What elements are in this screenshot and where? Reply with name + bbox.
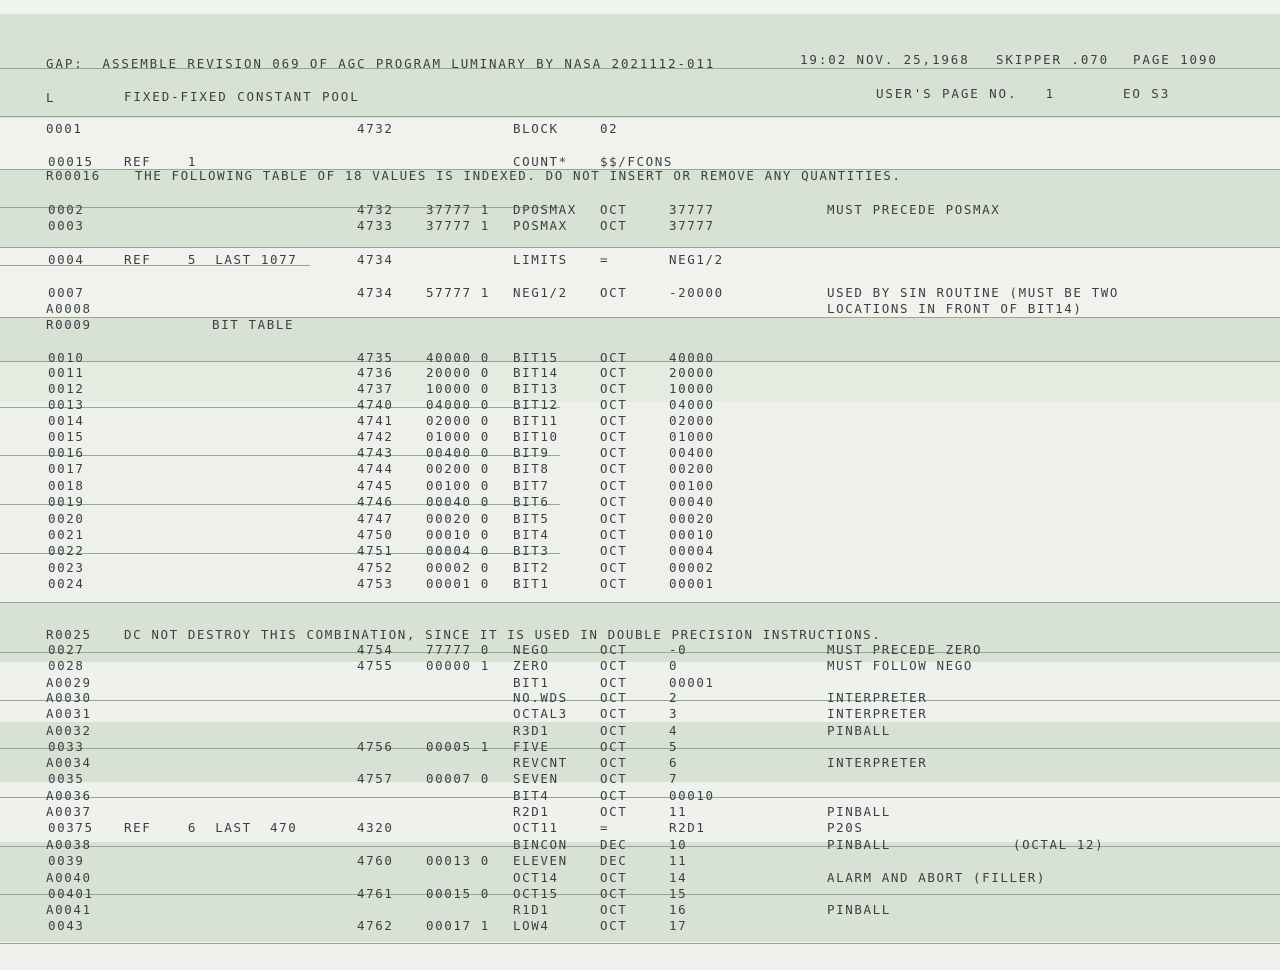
line-operand: 20000: [669, 365, 715, 380]
line-op: OCT: [600, 365, 628, 380]
line-comment: P20S: [827, 820, 864, 835]
line-label: BINCON: [513, 837, 568, 852]
line-seq: 0028: [48, 658, 85, 673]
line-seq: 0004: [48, 252, 85, 267]
line-operand: 11: [669, 804, 688, 819]
line-word: 00002 0: [426, 560, 490, 575]
line-operand: 04000: [669, 397, 715, 412]
line-addr: 4746: [357, 494, 394, 509]
line-addr: 4732: [357, 202, 394, 217]
line-comment: INTERPRETER: [827, 706, 928, 721]
line-operand: 16: [669, 902, 688, 917]
line-addr: 4737: [357, 381, 394, 396]
line-seq: A0008: [46, 301, 92, 316]
line-operand: 3: [669, 706, 679, 721]
line-word: 02000 0: [426, 413, 490, 428]
line-addr: 4741: [357, 413, 394, 428]
line-comment: MUST FOLLOW NEGO: [827, 658, 974, 673]
line-op: OCT: [600, 918, 628, 933]
line-comment: INTERPRETER: [827, 690, 928, 705]
line-seq: 0020: [48, 511, 85, 526]
line-op: OCT: [600, 902, 628, 917]
line-addr: 4750: [357, 527, 394, 542]
line-operand: 10: [669, 837, 688, 852]
line-label: BLOCK: [513, 121, 559, 136]
line-addr: 4733: [357, 218, 394, 233]
line-addr: 4752: [357, 560, 394, 575]
line-addr: 4735: [357, 350, 394, 365]
line-seq: 0039: [48, 853, 85, 868]
line-op: OCT: [600, 429, 628, 444]
line-op: OCT: [600, 381, 628, 396]
line-word: 00400 0: [426, 445, 490, 460]
line-seq: 0035: [48, 771, 85, 786]
line-operand: 11: [669, 853, 688, 868]
line-word: 00005 1: [426, 739, 490, 754]
line-seq: 0021: [48, 527, 85, 542]
line-comment: PINBALL: [827, 723, 891, 738]
line-op: OCT: [600, 870, 628, 885]
line-op: OCT: [600, 461, 628, 476]
line-operand: 00004: [669, 543, 715, 558]
line-word: 00007 0: [426, 771, 490, 786]
line-label: OCTAL3: [513, 706, 568, 721]
line-operand: NEG1/2: [669, 252, 724, 267]
line-addr: 4744: [357, 461, 394, 476]
line-op: OCT: [600, 755, 628, 770]
line-op: OCT: [600, 658, 628, 673]
line-addr: 4734: [357, 252, 394, 267]
line-operand: 6: [669, 755, 679, 770]
line-word: 57777 1: [426, 285, 490, 300]
line-operand: -0: [669, 642, 688, 657]
line-comment-full: THE FOLLOWING TABLE OF 18 VALUES IS INDEXED. DO NOT INSERT OR REMOVE ANY QUANTITIES.: [135, 168, 902, 183]
line-seq: 0043: [48, 918, 85, 933]
line-op: OCT: [600, 690, 628, 705]
line-seq: 0014: [48, 413, 85, 428]
line-word: 01000 0: [426, 429, 490, 444]
line-seq: 0024: [48, 576, 85, 591]
line-operand: R2D1: [669, 820, 706, 835]
line-seq: 0018: [48, 478, 85, 493]
header-page-number: PAGE 1090: [1133, 52, 1218, 67]
header-skipper: SKIPPER .070: [996, 52, 1110, 67]
line-op: OCT: [600, 218, 628, 233]
line-addr: 4757: [357, 771, 394, 786]
line-label: COUNT*: [513, 154, 568, 169]
line-addr: 4743: [357, 445, 394, 460]
line-seq: A0031: [46, 706, 92, 721]
line-label: NEGO: [513, 642, 550, 657]
line-op: OCT: [600, 445, 628, 460]
line-operand: 00001: [669, 576, 715, 591]
line-op: DEC: [600, 837, 628, 852]
line-addr: 4736: [357, 365, 394, 380]
line-seq: 00401: [48, 886, 94, 901]
line-label: BIT7: [513, 478, 550, 493]
line-label: BIT8: [513, 461, 550, 476]
line-seq: A0040: [46, 870, 92, 885]
line-label: REVCNT: [513, 755, 568, 770]
line-word: 04000 0: [426, 397, 490, 412]
line-label: BIT1: [513, 675, 550, 690]
line-label: BIT2: [513, 560, 550, 575]
line-ref: REF 1: [124, 154, 198, 169]
line-label: BIT14: [513, 365, 559, 380]
line-op: OCT: [600, 543, 628, 558]
line-seq: 0013: [48, 397, 85, 412]
line-seq: 0001: [46, 121, 83, 136]
line-ref: REF 5 LAST 1077: [124, 252, 298, 267]
line-label: NO.WDS: [513, 690, 568, 705]
line-label: NEG1/2: [513, 285, 568, 300]
line-operand: 00040: [669, 494, 715, 509]
line-label: BIT6: [513, 494, 550, 509]
line-seq: 0003: [48, 218, 85, 233]
line-seq: 00015: [48, 154, 94, 169]
line-seq: A0041: [46, 902, 92, 917]
line-op: OCT: [600, 397, 628, 412]
line-seq: 0019: [48, 494, 85, 509]
line-addr: 4760: [357, 853, 394, 868]
line-op: =: [600, 252, 610, 267]
line-seq: 0022: [48, 543, 85, 558]
line-operand: 00010: [669, 527, 715, 542]
line-operand: 00002: [669, 560, 715, 575]
line-label: SEVEN: [513, 771, 559, 786]
line-label: BIT5: [513, 511, 550, 526]
line-op: OCT: [600, 350, 628, 365]
line-remark: BIT TABLE: [212, 317, 295, 332]
line-label: OCT15: [513, 886, 559, 901]
line-addr: 4740: [357, 397, 394, 412]
line-addr: 4762: [357, 918, 394, 933]
line-operand: 2: [669, 690, 679, 705]
line-word: 77777 0: [426, 642, 490, 657]
line-comment: USED BY SIN ROUTINE (MUST BE TWO: [827, 285, 1120, 300]
line-label: ZERO: [513, 658, 550, 673]
line-addr: 4754: [357, 642, 394, 657]
header-timestamp: 19:02 NOV. 25,1968: [800, 52, 970, 67]
line-label: R1D1: [513, 902, 550, 917]
line-label: FIVE: [513, 739, 550, 754]
line-ref: REF 6 LAST 470: [124, 820, 298, 835]
line-label: OCT14: [513, 870, 559, 885]
line-seq: A0036: [46, 788, 92, 803]
line-label: OCT11: [513, 820, 559, 835]
line-op: OCT: [600, 527, 628, 542]
line-operand: 4: [669, 723, 679, 738]
line-comment: MUST PRECEDE ZERO: [827, 642, 983, 657]
line-operand: 5: [669, 739, 679, 754]
line-label: BIT13: [513, 381, 559, 396]
line-label: BIT15: [513, 350, 559, 365]
line-op: $$/FCONS: [600, 154, 674, 169]
line-operand: -20000: [669, 285, 724, 300]
line-addr: 4756: [357, 739, 394, 754]
line-seq: 0002: [48, 202, 85, 217]
line-operand: 37777: [669, 218, 715, 233]
line-seq: A0034: [46, 755, 92, 770]
line-label: BIT10: [513, 429, 559, 444]
line-seq: R00016: [46, 168, 101, 183]
line-operand: 17: [669, 918, 688, 933]
line-word: 00004 0: [426, 543, 490, 558]
line-seq: 0027: [48, 642, 85, 657]
line-seq: 0033: [48, 739, 85, 754]
line-seq: 0016: [48, 445, 85, 460]
line-op: 02: [600, 121, 619, 136]
line-word: 00010 0: [426, 527, 490, 542]
line-operand: 0: [669, 658, 679, 673]
line-word: 37777 1: [426, 202, 490, 217]
line-addr: 4745: [357, 478, 394, 493]
line-comment-full: DC NOT DESTROY THIS COMBINATION, SINCE IT IS USED IN DOUBLE PRECISION INSTRUCTIONS.: [124, 627, 882, 642]
line-label: BIT3: [513, 543, 550, 558]
line-label: R3D1: [513, 723, 550, 738]
line-word: 00001 0: [426, 576, 490, 591]
line-label: BIT1: [513, 576, 550, 591]
line-op: OCT: [600, 804, 628, 819]
eo-code: EO S3: [1123, 86, 1171, 101]
line-seq: 0010: [48, 350, 85, 365]
line-op: OCT: [600, 771, 628, 786]
line-label: POSMAX: [513, 218, 568, 233]
line-addr: 4761: [357, 886, 394, 901]
line-op: OCT: [600, 560, 628, 575]
line-seq: 0023: [48, 560, 85, 575]
line-operand: 00200: [669, 461, 715, 476]
line-op: OCT: [600, 739, 628, 754]
line-op: OCT: [600, 202, 628, 217]
line-op: OCT: [600, 285, 628, 300]
line-word: 00100 0: [426, 478, 490, 493]
line-seq: 0017: [48, 461, 85, 476]
line-seq: 0007: [48, 285, 85, 300]
line-operand: 01000: [669, 429, 715, 444]
line-word: 00015 0: [426, 886, 490, 901]
line-addr: 4755: [357, 658, 394, 673]
section-title: FIXED-FIXED CONSTANT POOL: [124, 89, 360, 104]
line-word: 10000 0: [426, 381, 490, 396]
line-seq: 0012: [48, 381, 85, 396]
line-word: 00040 0: [426, 494, 490, 509]
line-word: 00017 1: [426, 918, 490, 933]
line-addr: 4320: [357, 820, 394, 835]
line-operand: 00400: [669, 445, 715, 460]
line-seq: 0011: [48, 365, 85, 380]
line-seq: A0037: [46, 804, 92, 819]
line-addr: 4734: [357, 285, 394, 300]
line-operand: 02000: [669, 413, 715, 428]
line-word: 00013 0: [426, 853, 490, 868]
line-op: DEC: [600, 853, 628, 868]
line-seq: A0038: [46, 837, 92, 852]
line-op: OCT: [600, 576, 628, 591]
line-seq: 0015: [48, 429, 85, 444]
line-label: LIMITS: [513, 252, 568, 267]
section-code: L: [46, 90, 56, 105]
line-label: ELEVEN: [513, 853, 568, 868]
line-operand: 14: [669, 870, 688, 885]
line-operand: 15: [669, 886, 688, 901]
line-word: 20000 0: [426, 365, 490, 380]
line-op: OCT: [600, 494, 628, 509]
users-page: USER'S PAGE NO. 1: [876, 86, 1056, 101]
line-label: BIT4: [513, 788, 550, 803]
line-word: 00000 1: [426, 658, 490, 673]
line-seq: R0025: [46, 627, 92, 642]
line-addr: 4732: [357, 121, 394, 136]
line-comment: MUST PRECEDE POSMAX: [827, 202, 1001, 217]
line-comment: PINBALL: [827, 837, 891, 852]
line-op: =: [600, 820, 610, 835]
line-seq: A0030: [46, 690, 92, 705]
line-label: BIT9: [513, 445, 550, 460]
line-operand: 7: [669, 771, 679, 786]
line-comment: PINBALL: [827, 804, 891, 819]
line-operand: 00100: [669, 478, 715, 493]
line-seq: A0029: [46, 675, 92, 690]
line-addr: 4751: [357, 543, 394, 558]
line-op: OCT: [600, 723, 628, 738]
line-op: OCT: [600, 788, 628, 803]
line-operand: 37777: [669, 202, 715, 217]
line-label: R2D1: [513, 804, 550, 819]
line-addr: 4753: [357, 576, 394, 591]
line-comment: INTERPRETER: [827, 755, 928, 770]
line-word: 00200 0: [426, 461, 490, 476]
line-operand: 00010: [669, 788, 715, 803]
line-comment: ALARM AND ABORT (FILLER): [827, 870, 1047, 885]
line-seq: 00375: [48, 820, 94, 835]
line-operand: 10000: [669, 381, 715, 396]
line-op: OCT: [600, 511, 628, 526]
header-title: GAP: ASSEMBLE REVISION 069 OF AGC PROGRAM LUMINARY BY NASA 2021112-011: [46, 56, 716, 71]
line-label: BIT12: [513, 397, 559, 412]
line-addr: 4742: [357, 429, 394, 444]
line-label: BIT11: [513, 413, 559, 428]
line-op: OCT: [600, 478, 628, 493]
line-label: BIT4: [513, 527, 550, 542]
line-seq: A0032: [46, 723, 92, 738]
line-addr: 4747: [357, 511, 394, 526]
line-operand: 00020: [669, 511, 715, 526]
line-operand: 40000: [669, 350, 715, 365]
line-op: OCT: [600, 413, 628, 428]
line-word: 00020 0: [426, 511, 490, 526]
line-label: DPOSMAX: [513, 202, 577, 217]
line-op: OCT: [600, 642, 628, 657]
line-operand: 00001: [669, 675, 715, 690]
line-op: OCT: [600, 706, 628, 721]
line-op: OCT: [600, 675, 628, 690]
line-comment: LOCATIONS IN FRONT OF BIT14): [827, 301, 1083, 316]
line-label: LOW4: [513, 918, 550, 933]
line-comment2: (OCTAL 12): [1013, 837, 1105, 852]
line-word: 40000 0: [426, 350, 490, 365]
line-word: 37777 1: [426, 218, 490, 233]
line-seq: R0009: [46, 317, 92, 332]
line-comment: PINBALL: [827, 902, 891, 917]
line-op: OCT: [600, 886, 628, 901]
